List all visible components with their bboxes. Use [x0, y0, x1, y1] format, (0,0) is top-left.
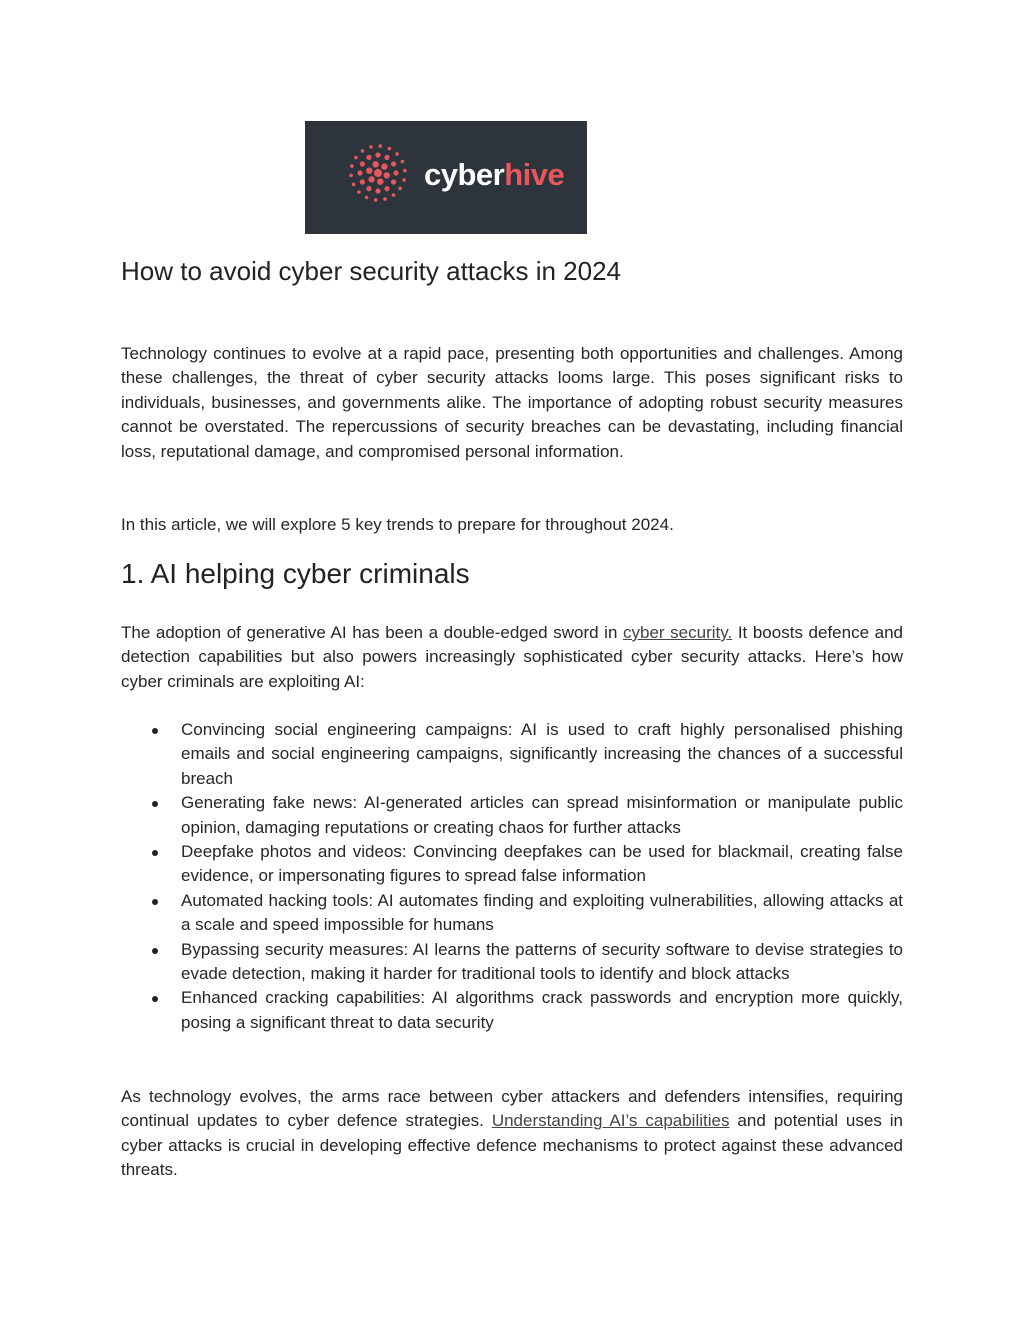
logo-wordmark — [424, 157, 564, 193]
logo-dot — [384, 186, 389, 191]
list-item-text: Enhanced cracking capabilities: AI algorithms crack passwords and encryption more quickly, posing a significant threat to data security — [181, 988, 903, 1032]
logo-dot — [384, 172, 390, 178]
list-item — [121, 986, 903, 1035]
logo-dot — [368, 176, 374, 182]
bullet-icon — [152, 850, 158, 856]
logo-dot — [388, 147, 392, 151]
list-item-text: Bypassing security measures: AI learns the patterns of security software to devise strategies to evade detection, making it harder for traditional tools to identify and block attacks — [181, 939, 903, 984]
logo-dot — [357, 190, 361, 194]
list-item-text: Generating fake news: AI-generated articles can spread misinformation or manipulate public opinion, damaging reputations or creating chaos for further attacks — [181, 793, 903, 837]
section-paragraph-1 — [121, 621, 903, 694]
logo-dot — [360, 161, 365, 166]
logo-dot — [374, 198, 378, 202]
logo-dot — [391, 179, 396, 184]
list-item — [121, 840, 903, 889]
bullet-icon — [152, 899, 158, 905]
logo-dot — [361, 149, 365, 153]
logo-dot — [395, 152, 399, 156]
logo-dot — [365, 196, 369, 200]
bullet-icon — [152, 728, 158, 734]
cyber-security-link[interactable]: cyber security. — [623, 623, 733, 642]
logo-dot — [383, 197, 387, 201]
cyberhive-logo — [305, 121, 587, 234]
logo-dot — [379, 144, 383, 148]
logo-dot — [352, 183, 356, 187]
logo-dot — [349, 174, 353, 178]
list-item — [121, 889, 903, 938]
logo-dot — [375, 152, 380, 157]
logo-dot — [402, 178, 406, 182]
logo-dot — [366, 155, 371, 160]
logo-dot — [354, 156, 358, 160]
paragraph-text: The adoption of generative AI has been a double-edged sword in — [121, 623, 624, 642]
logo-dot — [374, 169, 382, 177]
logo-dot — [360, 179, 365, 184]
list-item — [121, 938, 903, 987]
page-title: How to avoid cyber security attacks in 2024 — [121, 256, 622, 286]
list-item-text: Automated hacking tools: AI automates finding and exploiting vulnerabilities, allowing attacks at a scale and speed impossible for humans — [181, 890, 903, 935]
bullet-icon — [152, 801, 158, 807]
logo-dot — [377, 179, 383, 185]
list-item — [121, 718, 903, 791]
section-paragraph-2 — [121, 1085, 903, 1183]
paragraph-text: As technology evolves, the arms race between cyber attackers and defenders intensifies, requiring continual updates to cyber defence strategies. — [121, 1087, 903, 1131]
list-item-text: Deepfake photos and videos: Convincing deepfakes can be used for blackmail, creating false evidence, or impersonating figures to spread false information — [181, 842, 903, 886]
section-heading: 1. AI helping cyber criminals — [121, 558, 470, 589]
logo-dot — [375, 188, 380, 193]
logo-dot — [393, 170, 398, 175]
article-intro-paragraph: In this article, we will explore 5 key trends to prepare for throughout 2024. — [121, 515, 674, 534]
logo-dot — [392, 193, 396, 197]
bullet-icon — [152, 948, 158, 954]
logo-dot — [391, 161, 396, 166]
logo-dot — [384, 155, 389, 160]
logo-dot — [373, 161, 379, 167]
logo-text-accent: hive — [504, 157, 565, 192]
logo-dot — [369, 145, 373, 149]
logo-dot — [401, 160, 405, 164]
paragraph-text: and potential uses in cyber attacks is crucial in developing effective defence mechanisms to protect against these advanced threats. — [121, 1111, 904, 1180]
paragraph-text: It boosts defence and detection capabilities but also powers increasingly sophisticated cyber security attacks. Here’s how cyber criminals are exploiting AI: — [121, 623, 903, 691]
logo-dot — [350, 164, 354, 168]
logo-dot — [357, 170, 362, 175]
logo-dot — [366, 168, 372, 174]
list-item-text: Convincing social engineering campaigns: AI is used to craft highly personalised phishing emails and social engineering campaigns, significantly increasing the chances of a successful breach — [181, 720, 903, 788]
logo-text-main: cyber — [424, 157, 505, 192]
logo-dot — [403, 169, 407, 173]
ai-capabilities-link[interactable]: Understanding AI’s capabilities — [491, 1111, 730, 1131]
list-item — [121, 791, 903, 840]
hive-dots-icon — [343, 138, 413, 208]
bullet-icon — [152, 996, 158, 1002]
logo-dot — [398, 187, 402, 191]
bullet-list — [121, 718, 903, 1035]
logo-dot — [366, 186, 371, 191]
intro-paragraph: Technology continues to evolve at a rapid pace, presenting both opportunities and challenges. Among these challenges, the threat of cyber security attacks looms large. This poses significant risks to individuals, businesses, and governments alike. The importance of adopting robust security measures cannot be overstated. The repercussions of security breaches can be devastating, including financial loss, reputational damage, and compromised personal information. — [121, 344, 903, 461]
logo-dot — [381, 163, 387, 169]
